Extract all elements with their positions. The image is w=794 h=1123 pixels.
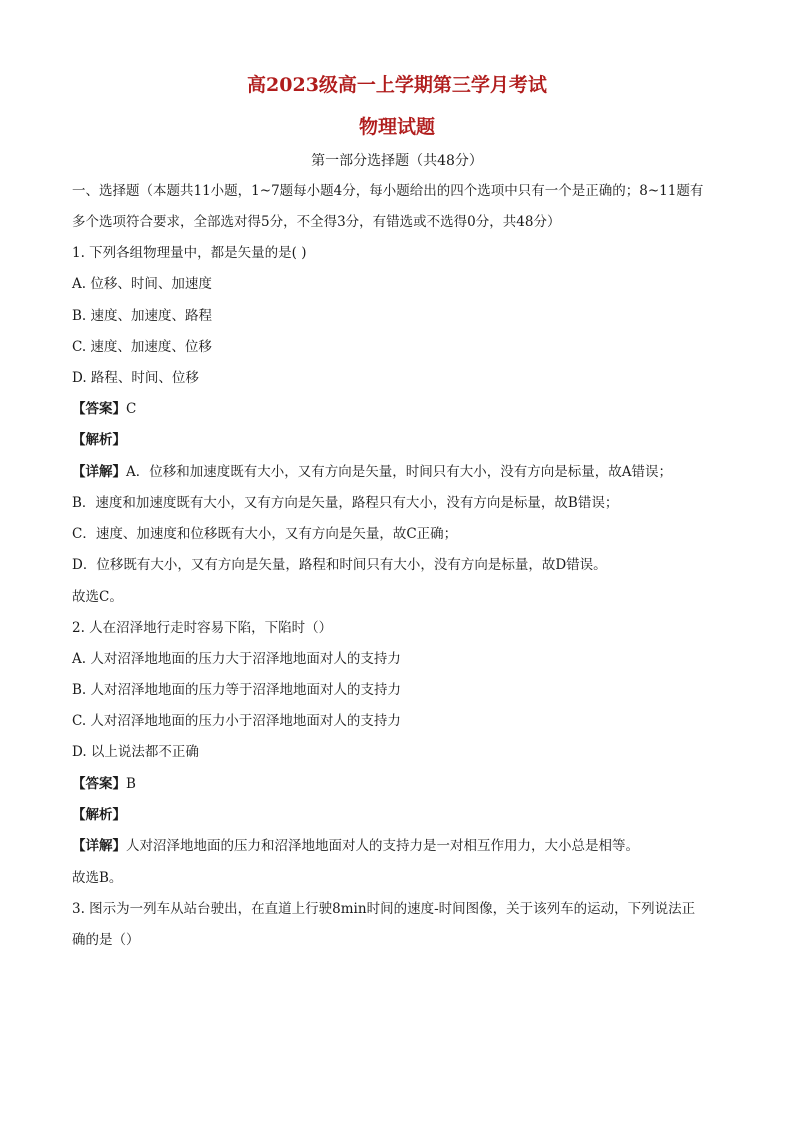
q1-conclusion: 故选C。 <box>72 589 123 605</box>
q1-detail-text-1: A．位移和加速度既有大小，又有方向是矢量，时间只有大小，没有方向是标量，故A错误； <box>126 464 672 480</box>
q1-answer-label: 【答案】 <box>72 401 126 417</box>
q1-option-b: B. 速度、加速度、路程 <box>72 308 213 324</box>
q1-detail-line-4: D．位移既有大小，又有方向是矢量，路程和时间只有大小，没有方向是标量，故D错误。 <box>72 557 607 573</box>
part-heading: 第一部分选择题（共48分） <box>311 153 483 169</box>
q1-analysis-label-text: 【解析】 <box>72 432 126 448</box>
q2-detail-line-1 <box>72 836 732 856</box>
q2-analysis-label-text: 【解析】 <box>72 807 126 823</box>
q1-analysis-label <box>72 430 732 450</box>
q2-answer <box>72 774 732 794</box>
q1-option-d: D. 路程、时间、位移 <box>72 370 199 386</box>
q2-option-c: C. 人对沼泽地地面的压力小于沼泽地地面对人的支持力 <box>72 713 401 729</box>
exam-subject: 物理试题 <box>358 116 435 138</box>
q2-stem: 2. 人在沼泽地行走时容易下陷，下陷时（） <box>72 620 333 636</box>
exam-title: 高2023级高一上学期第三学月考试 <box>247 74 547 96</box>
q2-option-a: A. 人对沼泽地地面的压力大于沼泽地地面对人的支持力 <box>72 651 401 667</box>
q2-answer-value: B <box>126 776 136 792</box>
q3-stem-line-2: 确的是（） <box>72 932 140 948</box>
q2-detail-label: 【详解】 <box>72 838 126 854</box>
q1-answer-value: C <box>126 401 137 417</box>
q2-answer-label: 【答案】 <box>72 776 126 792</box>
instructions-line-2: 多个选项符合要求，全部选对得5分，不全得3分，有错选或不选得0分，共48分） <box>72 214 561 230</box>
q2-conclusion: 故选B。 <box>72 870 123 886</box>
q2-detail-text-1: 人对沼泽地地面的压力和沼泽地地面对人的支持力是一对相互作用力，大小总是相等。 <box>126 838 639 854</box>
q1-detail-line-1 <box>72 462 732 482</box>
q1-detail-label: 【详解】 <box>72 464 126 480</box>
q1-option-a: A. 位移、时间、加速度 <box>72 276 212 292</box>
q2-option-b: B. 人对沼泽地地面的压力等于沼泽地地面对人的支持力 <box>72 682 402 698</box>
q1-option-c: C. 速度、加速度、位移 <box>72 339 212 355</box>
instructions-line-1: 一、选择题（本题共11小题，1~7题每小题4分，每小题给出的四个选项中只有一个是正确的；8~11题有 <box>72 183 704 199</box>
q1-detail-line-2: B．速度和加速度既有大小，又有方向是矢量，路程只有大小，没有方向是标量，故B错误； <box>72 495 619 511</box>
q2-analysis-label <box>72 805 732 825</box>
q2-option-d: D. 以上说法都不正确 <box>72 744 199 760</box>
q1-answer <box>72 399 732 419</box>
q1-detail-line-3: C．速度、加速度和位移既有大小，又有方向是矢量，故C正确； <box>72 526 458 542</box>
q1-stem: 1. 下列各组物理量中，都是矢量的是( ) <box>72 245 307 261</box>
q3-stem-line-1: 3. 图示为一列车从站台驶出，在直道上行驶8min时间的速度-时间图像，关于该列车的运动，下列说法正 <box>72 901 696 917</box>
